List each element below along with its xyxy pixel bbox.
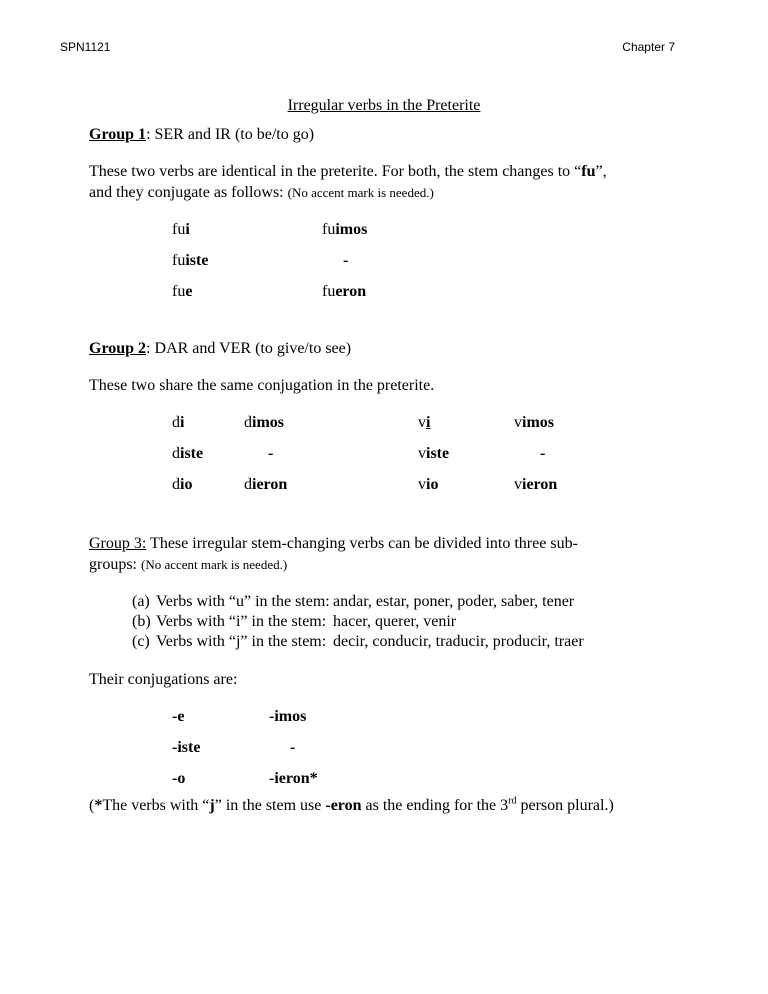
conj-fueron: fueron [322,283,367,300]
page-title: Irregular verbs in the Preterite [287,97,481,114]
conj-dash-dar: - [268,445,274,462]
list-item-lead: Verbs with “j” in the stem: [156,633,327,650]
list-item-verbs: andar, estar, poner, poder, saber, tener [333,593,575,610]
conj-viste: viste [418,445,450,462]
group2-label: Group 2 [89,340,147,357]
group3-note: (No accent mark is needed.) [141,557,288,572]
group3-label: Group 3: [89,535,147,552]
ending-dash: - [290,739,296,756]
group1-desc-text: These two verbs are identical in the preterite. For both, the stem changes to “ [89,163,582,180]
list-item [132,612,584,632]
conj-dash-ver: - [540,445,546,462]
group1-note: (No accent mark is needed.) [287,185,434,200]
group1-desc-text2: and they conjugate as follows: [89,184,288,201]
course-code: SPN1121 [60,40,111,54]
list-item-label: (a) [132,593,150,610]
conj-diste: diste [172,445,204,462]
conj-dieron: dieron [244,476,288,493]
list-item-label: (c) [132,633,150,650]
ending-e: -e [172,708,185,725]
conj-fuiste: fuiste [172,252,209,269]
conj-intro: Their conjugations are: [89,671,238,688]
list-item-lead: Verbs with “i” in the stem: [156,613,327,630]
conj-vi: vi [418,414,431,431]
chapter-label: Chapter 7 [622,40,675,54]
group1-heading-text: : SER and IR (to be/to go) [146,126,315,143]
group1-desc-text-end: ”, [595,163,607,180]
group1-label: Group 1 [89,126,147,143]
conj-fui: fui [172,221,190,238]
group3-heading-line2 [89,555,287,575]
list-item-lead: Verbs with “u” in the stem: [156,593,330,610]
list-item [132,632,584,652]
conj-dio: dio [172,476,193,493]
conj-dimos: dimos [244,414,284,431]
ending-o: -o [172,770,186,787]
group3-heading-text2: groups: [89,556,141,573]
conj-fue: fue [172,283,193,300]
group3-heading [89,534,578,554]
group1-desc-line2 [89,183,434,203]
group1-desc-line1 [89,162,607,182]
list-item-verbs: decir, conducir, traducir, producir, traer [333,633,584,650]
group2-desc: These two share the same conjugation in the preterite. [89,377,435,394]
group3-heading-text: These irregular stem-changing verbs can be divided into three sub- [146,535,578,552]
list-item-label: (b) [132,613,151,630]
footnote: (*The verbs with “j” in the stem use -eron as the ending for the 3rd person plural.) [89,795,614,814]
conj-vieron: vieron [514,476,558,493]
conj-vio: vio [418,476,439,493]
conj-dash: - [343,252,349,269]
ending-iste: -iste [172,739,201,756]
subgroup-list [132,592,584,652]
list-item-verbs: hacer, querer, venir [333,613,457,630]
group1-stem: fu [581,163,596,180]
conj-di: di [172,414,185,431]
group2-heading [89,339,351,359]
group2-heading-text: : DAR and VER (to give/to see) [146,340,352,357]
ending-imos: -imos [269,708,307,725]
group1-heading [89,125,314,145]
conj-vimos: vimos [514,414,554,431]
ending-ieron: -ieron* [269,770,318,787]
conj-fuimos: fuimos [322,221,368,238]
list-item [132,592,584,612]
